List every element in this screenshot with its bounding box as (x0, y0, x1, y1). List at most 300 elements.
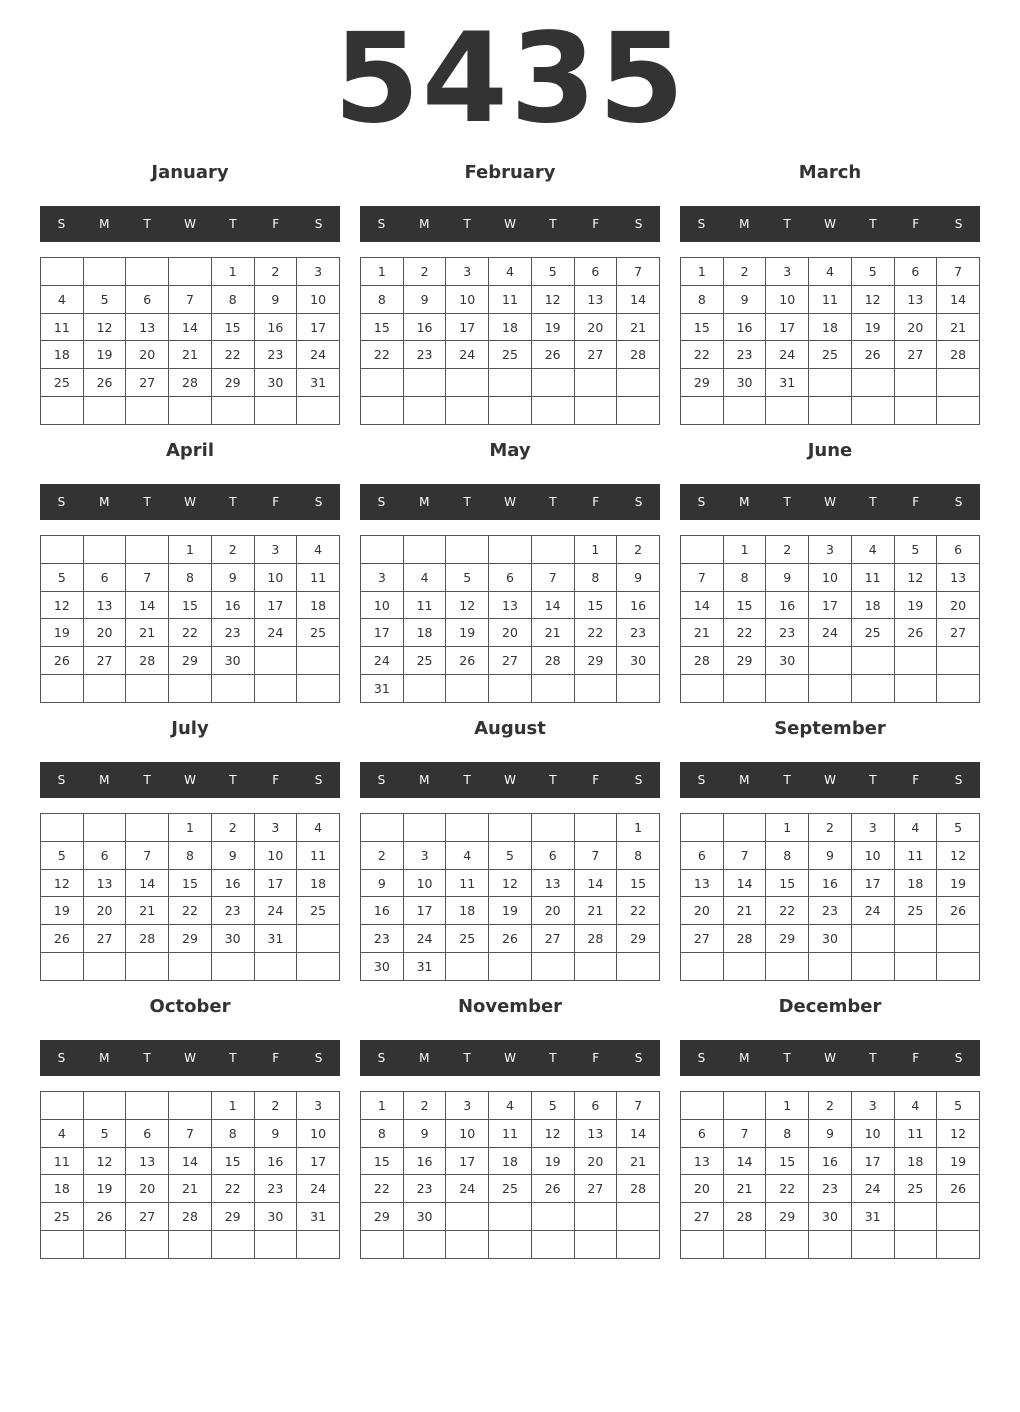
day-cell: 10 (254, 563, 297, 591)
empty-day-cell (297, 953, 340, 981)
empty-day-cell (766, 397, 809, 425)
day-cell: 21 (723, 1175, 766, 1203)
day-cell: 22 (766, 1175, 809, 1203)
day-cell: 1 (574, 536, 617, 564)
empty-day-cell (169, 953, 212, 981)
weekday-label: W (824, 495, 836, 509)
weekday-label: S (57, 495, 66, 509)
day-cell: 8 (766, 1119, 809, 1147)
day-grid (680, 535, 980, 703)
weekday-label: T (229, 1051, 237, 1065)
weekday-header (40, 762, 340, 798)
empty-day-cell (41, 536, 84, 564)
day-cell: 13 (574, 285, 617, 313)
day-cell: 22 (361, 341, 404, 369)
day-cell: 3 (361, 563, 404, 591)
empty-day-cell (894, 647, 937, 675)
empty-day-cell (41, 1231, 84, 1259)
day-cell: 5 (531, 258, 574, 286)
day-cell: 15 (211, 313, 254, 341)
empty-day-cell (297, 1231, 340, 1259)
day-cell: 13 (894, 285, 937, 313)
weekday-label: M (99, 495, 110, 509)
weekday-label: M (99, 217, 110, 231)
day-cell: 27 (126, 369, 169, 397)
empty-day-cell (126, 1092, 169, 1120)
day-cell: 17 (766, 313, 809, 341)
empty-day-cell (211, 953, 254, 981)
week-row (681, 897, 980, 925)
week-row (361, 369, 660, 397)
week-row (681, 397, 980, 425)
day-cell: 11 (489, 285, 532, 313)
day-cell: 18 (297, 591, 340, 619)
day-cell: 10 (809, 563, 852, 591)
week-row (361, 1092, 660, 1120)
empty-day-cell (83, 536, 126, 564)
weekday-header (40, 484, 340, 520)
weekday-label: M (99, 1051, 110, 1065)
day-cell: 8 (211, 1119, 254, 1147)
month-name: April (165, 440, 215, 461)
day-cell: 25 (489, 341, 532, 369)
empty-day-cell (894, 953, 937, 981)
weekday-label: T (869, 217, 877, 231)
empty-day-cell (211, 397, 254, 425)
day-cell: 22 (211, 341, 254, 369)
week-row (41, 1092, 340, 1120)
day-cell: 23 (617, 619, 660, 647)
empty-day-cell (169, 397, 212, 425)
day-cell: 12 (851, 285, 894, 313)
day-cell: 10 (297, 285, 340, 313)
day-cell: 21 (531, 619, 574, 647)
day-cell: 15 (723, 591, 766, 619)
empty-day-cell (361, 1231, 404, 1259)
empty-day-cell (894, 1203, 937, 1231)
weekday-label: T (783, 773, 791, 787)
day-cell: 5 (894, 536, 937, 564)
day-cell: 25 (851, 619, 894, 647)
empty-day-cell (574, 397, 617, 425)
day-cell: 29 (766, 925, 809, 953)
day-cell: 13 (531, 869, 574, 897)
empty-day-cell (937, 925, 980, 953)
day-cell: 31 (361, 675, 404, 703)
day-cell: 20 (574, 1147, 617, 1175)
day-cell: 16 (211, 591, 254, 619)
empty-day-cell (894, 397, 937, 425)
day-cell: 17 (297, 313, 340, 341)
day-cell: 13 (574, 1119, 617, 1147)
empty-day-cell (126, 1231, 169, 1259)
empty-day-cell (574, 953, 617, 981)
day-cell: 19 (41, 897, 84, 925)
day-cell: 18 (41, 341, 84, 369)
day-cell: 30 (809, 1203, 852, 1231)
day-cell: 3 (809, 536, 852, 564)
day-cell: 21 (723, 897, 766, 925)
month-name: May (489, 440, 531, 461)
day-cell: 29 (169, 647, 212, 675)
day-cell: 10 (403, 869, 446, 897)
weekday-label: W (184, 217, 196, 231)
day-cell: 16 (766, 591, 809, 619)
empty-day-cell (41, 953, 84, 981)
day-cell: 23 (809, 1175, 852, 1203)
day-cell: 27 (681, 1203, 724, 1231)
day-cell: 20 (489, 619, 532, 647)
day-cell: 23 (361, 925, 404, 953)
day-cell: 28 (126, 647, 169, 675)
empty-day-cell (489, 536, 532, 564)
week-row (41, 1175, 340, 1203)
weekday-label: S (954, 773, 963, 787)
day-cell: 9 (211, 563, 254, 591)
day-cell: 30 (211, 925, 254, 953)
day-cell: 17 (254, 869, 297, 897)
day-cell: 18 (403, 619, 446, 647)
weekday-label: T (463, 1051, 471, 1065)
weekday-label: M (419, 1051, 430, 1065)
day-cell: 14 (681, 591, 724, 619)
empty-day-cell (574, 369, 617, 397)
day-cell: 3 (297, 1092, 340, 1120)
day-cell: 28 (617, 341, 660, 369)
day-cell: 25 (41, 369, 84, 397)
weekday-label: M (739, 217, 750, 231)
weekday-label: S (377, 773, 386, 787)
empty-day-cell (403, 397, 446, 425)
day-cell: 28 (574, 925, 617, 953)
day-cell: 4 (446, 841, 489, 869)
empty-day-cell (361, 814, 404, 842)
day-cell: 20 (574, 313, 617, 341)
day-cell: 4 (851, 536, 894, 564)
day-cell: 2 (403, 1092, 446, 1120)
day-cell: 2 (254, 258, 297, 286)
day-cell: 16 (254, 1147, 297, 1175)
weekday-label: T (229, 773, 237, 787)
day-cell: 23 (211, 897, 254, 925)
day-cell: 19 (851, 313, 894, 341)
day-cell: 21 (681, 619, 724, 647)
day-cell: 14 (937, 285, 980, 313)
day-cell: 15 (361, 313, 404, 341)
empty-day-cell (211, 675, 254, 703)
day-cell: 30 (211, 647, 254, 675)
week-row (361, 341, 660, 369)
day-cell: 31 (403, 953, 446, 981)
empty-day-cell (766, 953, 809, 981)
day-cell: 2 (617, 536, 660, 564)
weekday-label: T (783, 495, 791, 509)
day-grid (40, 535, 340, 703)
day-cell: 28 (617, 1175, 660, 1203)
day-cell: 11 (41, 313, 84, 341)
day-cell: 17 (254, 591, 297, 619)
weekday-label: S (697, 1051, 706, 1065)
empty-day-cell (41, 397, 84, 425)
weekday-label: F (912, 495, 920, 509)
weekday-label: T (549, 217, 557, 231)
day-cell: 21 (617, 1147, 660, 1175)
day-cell: 4 (489, 258, 532, 286)
empty-day-cell (83, 258, 126, 286)
weekday-label: W (824, 1051, 836, 1065)
day-cell: 22 (574, 619, 617, 647)
day-cell: 23 (211, 619, 254, 647)
day-grid (360, 813, 660, 981)
day-cell: 3 (851, 814, 894, 842)
day-cell: 13 (489, 591, 532, 619)
day-cell: 27 (83, 647, 126, 675)
day-cell: 27 (489, 647, 532, 675)
day-cell: 8 (766, 841, 809, 869)
day-cell: 13 (126, 313, 169, 341)
month-name: December (778, 996, 882, 1017)
day-cell: 24 (254, 897, 297, 925)
day-cell: 11 (894, 1119, 937, 1147)
weekday-label: F (912, 773, 920, 787)
week-row (361, 675, 660, 703)
week-row (361, 258, 660, 286)
weekday-header (40, 1040, 340, 1076)
empty-day-cell (681, 953, 724, 981)
week-row (41, 591, 340, 619)
week-row (41, 341, 340, 369)
empty-day-cell (809, 397, 852, 425)
empty-day-cell (723, 1092, 766, 1120)
day-cell: 24 (809, 619, 852, 647)
day-cell: 26 (446, 647, 489, 675)
day-cell: 31 (254, 925, 297, 953)
month-name: November (457, 996, 563, 1017)
day-cell: 28 (169, 1203, 212, 1231)
empty-day-cell (169, 1231, 212, 1259)
day-cell: 20 (937, 591, 980, 619)
month-name: March (798, 162, 862, 183)
weekday-label: W (184, 1051, 196, 1065)
day-cell: 27 (937, 619, 980, 647)
empty-day-cell (809, 953, 852, 981)
weekday-header (680, 1040, 980, 1076)
day-cell: 2 (254, 1092, 297, 1120)
weekday-label: S (697, 495, 706, 509)
day-cell: 3 (297, 258, 340, 286)
week-row (41, 869, 340, 897)
day-grid (40, 813, 340, 981)
day-cell: 26 (937, 1175, 980, 1203)
day-cell: 6 (681, 841, 724, 869)
day-cell: 29 (723, 647, 766, 675)
weekday-label: F (272, 1051, 280, 1065)
week-row (41, 953, 340, 981)
week-row (681, 953, 980, 981)
day-cell: 1 (723, 536, 766, 564)
day-cell: 5 (937, 814, 980, 842)
day-cell: 6 (894, 258, 937, 286)
day-cell: 20 (83, 897, 126, 925)
day-cell: 25 (446, 925, 489, 953)
week-row (41, 285, 340, 313)
day-cell: 22 (169, 619, 212, 647)
day-grid (360, 257, 660, 425)
weekday-label: F (912, 217, 920, 231)
day-cell: 12 (489, 869, 532, 897)
empty-day-cell (851, 953, 894, 981)
day-cell: 6 (489, 563, 532, 591)
empty-day-cell (531, 536, 574, 564)
day-cell: 3 (766, 258, 809, 286)
weekday-label: T (463, 217, 471, 231)
day-cell: 12 (531, 1119, 574, 1147)
day-cell: 8 (617, 841, 660, 869)
week-row (681, 591, 980, 619)
day-cell: 21 (126, 897, 169, 925)
empty-day-cell (83, 1092, 126, 1120)
empty-day-cell (681, 1092, 724, 1120)
day-cell: 9 (361, 869, 404, 897)
day-cell: 19 (83, 341, 126, 369)
day-cell: 7 (681, 563, 724, 591)
empty-day-cell (851, 675, 894, 703)
empty-day-cell (766, 1231, 809, 1259)
weekday-label: M (739, 495, 750, 509)
day-cell: 26 (489, 925, 532, 953)
day-cell: 18 (489, 1147, 532, 1175)
day-cell: 11 (809, 285, 852, 313)
empty-day-cell (851, 397, 894, 425)
day-cell: 12 (83, 1147, 126, 1175)
empty-day-cell (254, 675, 297, 703)
empty-day-cell (446, 953, 489, 981)
week-row (41, 1203, 340, 1231)
day-cell: 18 (297, 869, 340, 897)
empty-day-cell (361, 536, 404, 564)
day-cell: 1 (211, 1092, 254, 1120)
day-cell: 14 (126, 591, 169, 619)
day-cell: 5 (489, 841, 532, 869)
day-cell: 11 (489, 1119, 532, 1147)
empty-day-cell (446, 536, 489, 564)
day-cell: 20 (126, 341, 169, 369)
day-cell: 17 (851, 869, 894, 897)
day-cell: 29 (361, 1203, 404, 1231)
empty-day-cell (766, 675, 809, 703)
empty-day-cell (894, 1231, 937, 1259)
day-cell: 7 (169, 285, 212, 313)
week-row (41, 814, 340, 842)
empty-day-cell (574, 814, 617, 842)
day-cell: 2 (723, 258, 766, 286)
empty-day-cell (41, 258, 84, 286)
weekday-label: S (377, 217, 386, 231)
day-cell: 14 (169, 1147, 212, 1175)
day-cell: 26 (531, 341, 574, 369)
day-grid (40, 1091, 340, 1259)
weekday-label: F (592, 495, 600, 509)
day-cell: 2 (211, 814, 254, 842)
day-cell: 15 (169, 869, 212, 897)
week-row (681, 647, 980, 675)
day-cell: 6 (574, 1092, 617, 1120)
weekday-label: S (314, 217, 323, 231)
day-cell: 21 (126, 619, 169, 647)
empty-day-cell (617, 1231, 660, 1259)
day-cell: 20 (894, 313, 937, 341)
day-cell: 13 (681, 869, 724, 897)
empty-day-cell (446, 1203, 489, 1231)
week-row (41, 369, 340, 397)
day-cell: 16 (809, 869, 852, 897)
weekday-label: S (954, 217, 963, 231)
weekday-label: F (592, 1051, 600, 1065)
empty-day-cell (617, 397, 660, 425)
day-cell: 15 (766, 869, 809, 897)
day-cell: 5 (41, 563, 84, 591)
week-row (681, 1175, 980, 1203)
day-cell: 9 (211, 841, 254, 869)
day-cell: 24 (403, 925, 446, 953)
day-cell: 10 (851, 1119, 894, 1147)
day-cell: 29 (211, 1203, 254, 1231)
day-grid (40, 257, 340, 425)
empty-day-cell (297, 397, 340, 425)
weekday-label: S (377, 495, 386, 509)
day-cell: 30 (361, 953, 404, 981)
empty-day-cell (254, 953, 297, 981)
day-cell: 8 (211, 285, 254, 313)
empty-day-cell (83, 397, 126, 425)
weekday-label: T (143, 217, 151, 231)
empty-day-cell (531, 397, 574, 425)
empty-day-cell (403, 1231, 446, 1259)
day-cell: 9 (617, 563, 660, 591)
week-row (41, 925, 340, 953)
empty-day-cell (126, 814, 169, 842)
month-name: February (464, 162, 556, 183)
empty-day-cell (894, 675, 937, 703)
day-cell: 5 (446, 563, 489, 591)
weekday-label: S (314, 1051, 323, 1065)
day-cell: 2 (809, 814, 852, 842)
week-row (361, 841, 660, 869)
empty-day-cell (403, 369, 446, 397)
empty-day-cell (489, 1203, 532, 1231)
week-row (681, 619, 980, 647)
empty-day-cell (809, 647, 852, 675)
week-row (41, 647, 340, 675)
day-cell: 17 (446, 1147, 489, 1175)
day-cell: 28 (681, 647, 724, 675)
empty-day-cell (169, 1092, 212, 1120)
weekday-label: S (634, 773, 643, 787)
empty-day-cell (809, 369, 852, 397)
day-cell: 5 (83, 1119, 126, 1147)
month-name: January (151, 162, 229, 183)
empty-day-cell (531, 1231, 574, 1259)
day-cell: 8 (681, 285, 724, 313)
weekday-header (680, 762, 980, 798)
empty-day-cell (937, 675, 980, 703)
week-row (361, 953, 660, 981)
day-cell: 15 (766, 1147, 809, 1175)
weekday-label: S (57, 773, 66, 787)
day-cell: 15 (681, 313, 724, 341)
day-cell: 11 (894, 841, 937, 869)
day-cell: 12 (41, 591, 84, 619)
